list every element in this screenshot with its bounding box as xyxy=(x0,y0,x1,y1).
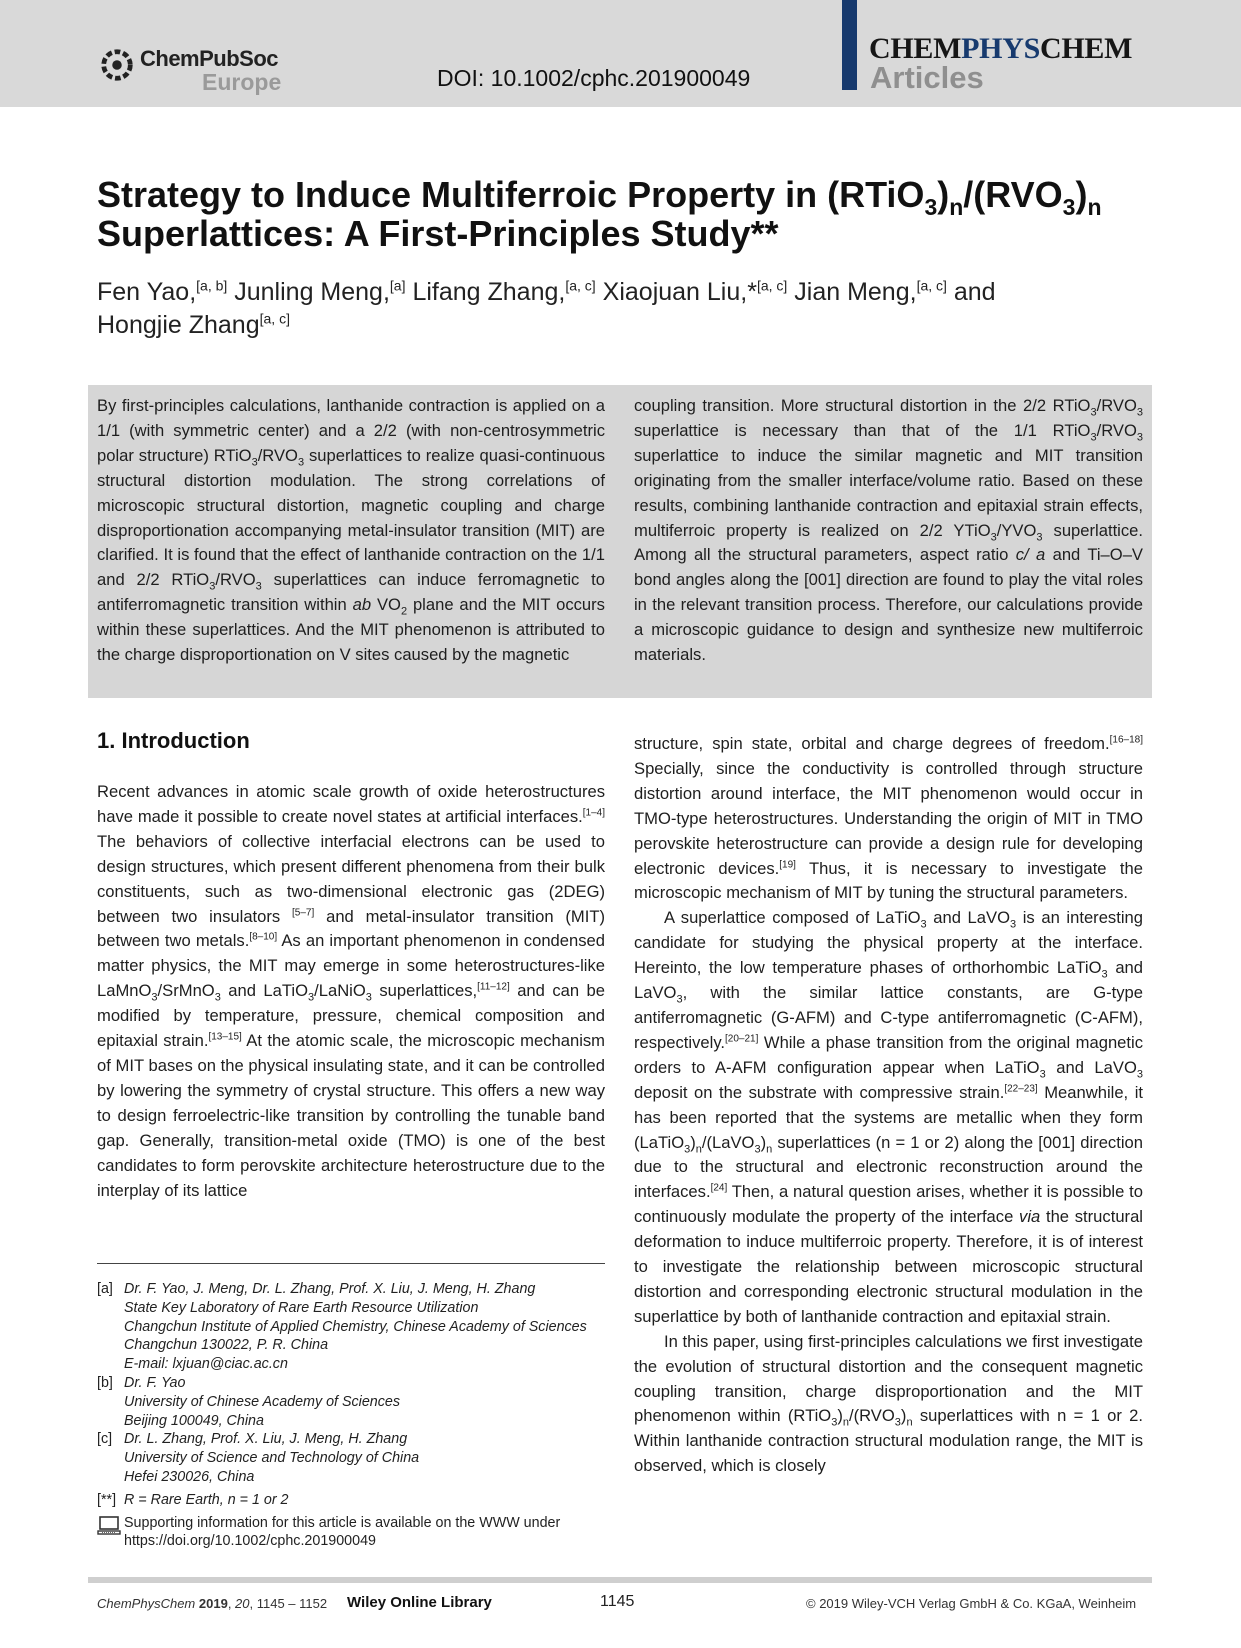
author-affiliation: [a] xyxy=(389,277,406,294)
footnote-line: Hefei 230026, China xyxy=(124,1468,255,1485)
author-affiliation: [a, c] xyxy=(565,277,596,294)
citation-ref: [13–15] xyxy=(208,1031,242,1043)
text-run: /SrMnO xyxy=(157,981,215,1001)
text-run: /RVO xyxy=(1096,396,1137,415)
text-run: While a phase transition from the original magnetic orders to A-AFM configuration appear when LaTiO xyxy=(634,1032,1143,1077)
supporting-info-note xyxy=(97,1514,617,1552)
author-name: Lifang Zhang, xyxy=(412,278,566,306)
text-run: superlattices, xyxy=(371,981,478,1001)
subscript: 3 xyxy=(1062,194,1076,221)
subscript: 3 xyxy=(1039,1068,1046,1081)
footer-rule xyxy=(88,1577,1152,1583)
text-run: A superlattice composed of LaTiO xyxy=(664,908,921,928)
text-run: superlattices can induce ferromagnetic to antiferromagnetic transition within xyxy=(97,570,605,615)
footnote-text: R = Rare Earth, n = 1 or 2 xyxy=(124,1491,289,1508)
footnote-label: [b] xyxy=(97,1374,113,1391)
text-run: Recent advances in atomic scale growth of oxide heterostructures have made it possible to create novel states at artificial interfaces. xyxy=(97,782,605,826)
text-run: /RVO xyxy=(215,570,256,590)
text-run: Strategy to Induce Multiferroic Property in (RTiO xyxy=(97,174,925,215)
author[interactable] xyxy=(97,278,227,306)
author-affiliation: [a, c] xyxy=(916,277,947,294)
citation-ref: [1–4] xyxy=(582,807,605,819)
subscript: n xyxy=(695,1142,702,1155)
author[interactable] xyxy=(794,278,947,306)
text-run: Meanwhile, it has been reported that the systems are metallic when they form (LaTiO xyxy=(634,1082,1143,1152)
author-name: Xiaojuan Liu,* xyxy=(602,278,757,306)
citation-ref: [5–7] xyxy=(292,907,315,918)
text-run: and LaTiO xyxy=(220,981,308,1001)
footnote-line: Dr. F. Yao, J. Meng, Dr. L. Zhang, Prof. X. Liu, J. Meng, H. Zhang xyxy=(124,1281,536,1297)
footnote-line: State Key Laboratory of Rare Earth Resource Utilization xyxy=(124,1299,479,1316)
text-run: and Ti–O–V bond angles along the [001] direction are found to play the vital roles in the relevant transition process. Therefore, our calculations provide a microscopic guidance to design and synthesize new multiferroic materials. xyxy=(634,545,1143,665)
text-run: structure, spin state, orbital and charge degrees of freedom. xyxy=(634,734,1110,753)
citation-ref: [24] xyxy=(710,1182,728,1194)
text-run: , with the similar lattice constants, are G-type antiferromagnetic (G-AFM) and C-type antiferromagnetic (C-AFM), respectively. xyxy=(634,983,1143,1052)
paragraph xyxy=(634,1330,1143,1479)
citation-ref: [11–12] xyxy=(477,981,510,993)
text-run: superlattices to realize quasi-continuous structural distortion modulation. The strong correlations of microscopic structural distortion, magnetic coupling and charge disproportionation accompanying metal-insulator transition (MIT) are clarified. It is found that the effect of lanthanide contraction on the 1/1 and 2/2 RTiO xyxy=(97,445,605,590)
text-run: superlattices (n = 1 or 2) along the [001] direction due to the structural and electronic reconstruction around the interfaces. xyxy=(634,1132,1143,1202)
subscript: 3 xyxy=(308,991,315,1004)
author-list xyxy=(97,276,1137,342)
footnote-line: Beijing 100049, China xyxy=(124,1412,264,1429)
text-run: /(RVO xyxy=(848,1406,895,1426)
text-run: ) xyxy=(837,1406,843,1426)
paragraph xyxy=(634,906,1143,1329)
subscript: 3 xyxy=(1090,406,1097,419)
journal-name-part2: PHYS xyxy=(961,32,1040,65)
subscript: n xyxy=(949,194,964,221)
footnote-line: Dr. L. Zhang, Prof. X. Liu, J. Meng, H. Zhang xyxy=(124,1431,408,1448)
text-run: coupling transition. More structural distortion in the 2/2 RTiO xyxy=(634,396,1091,415)
text-run: ) xyxy=(690,1132,696,1152)
subscript: n xyxy=(842,1416,849,1429)
footer-year: 2019 xyxy=(198,1596,228,1611)
footer-wiley-online-library[interactable]: Wiley Online Library xyxy=(347,1594,492,1611)
logo-line2: Europe xyxy=(202,69,282,95)
footer-journal: ChemPhysChem xyxy=(97,1596,196,1611)
text-run: and LaVO xyxy=(634,958,1144,1003)
page-number: 1145 xyxy=(600,1593,635,1610)
text-run: Thus, it is necessary to investigate the microscopic mechanism of MIT by tuning the structural parameters. xyxy=(634,858,1143,903)
subscript: 3 xyxy=(990,530,997,543)
intro-right-column xyxy=(634,732,1143,1479)
italic-text: c/ a xyxy=(1015,545,1046,565)
text-run: is an interesting candidate for studying the physical property at the interface. Hereinto, the low temperature phases of orthorhombic LaTiO xyxy=(634,908,1143,978)
text-run: /(LaVO xyxy=(701,1132,755,1152)
subscript: 3 xyxy=(209,580,216,593)
text-run: /YVO xyxy=(996,520,1037,540)
footnote-divider xyxy=(97,1263,605,1264)
subscript: 3 xyxy=(920,918,927,931)
journal-name-part1: CHEM xyxy=(869,32,962,65)
footnote-lines xyxy=(124,1430,617,1486)
section-heading-introduction: 1. Introduction xyxy=(97,728,250,753)
text-run: ) xyxy=(760,1132,767,1152)
subscript: 3 xyxy=(684,1142,691,1155)
subscript: 3 xyxy=(924,194,938,221)
subscript: 3 xyxy=(894,1416,901,1429)
title-line2: Superlattices: A First-Principles Study** xyxy=(97,213,779,254)
italic-text: ab xyxy=(352,595,372,615)
subscript: 3 xyxy=(754,1142,761,1155)
author[interactable] xyxy=(412,278,595,306)
footer-pages: , 1145 – 1152 xyxy=(249,1596,328,1611)
subscript: n xyxy=(906,1416,913,1429)
footnote-star xyxy=(97,1491,617,1510)
subscript: 3 xyxy=(1009,918,1017,931)
text-run: plane and the MIT occurs within these superlattices. And the MIT phenomenon is attributed to the charge disproportionation on V sites caused by the magnetic xyxy=(97,595,605,665)
subscript: 3 xyxy=(1136,406,1143,419)
subscript: 3 xyxy=(831,1416,838,1429)
text-run: and LaVO xyxy=(1045,1057,1137,1077)
journal-accent-bar xyxy=(842,0,857,90)
text-run: ) xyxy=(900,1406,907,1426)
footnote-affiliation-c xyxy=(97,1430,617,1486)
subscript: 3 xyxy=(1101,968,1108,981)
author-affiliation: [a, b] xyxy=(196,277,228,294)
footnote-lines xyxy=(124,1280,617,1374)
subscript: 3 xyxy=(1090,431,1097,444)
footnote-label: [**] xyxy=(97,1491,117,1508)
text-run: superlattice. Among all the structural parameters, aspect ratio xyxy=(634,520,1143,565)
citation-ref: [8–10] xyxy=(249,931,278,943)
paragraph xyxy=(97,780,605,1203)
abstract-left-column xyxy=(97,394,605,668)
footer-volume: 20 xyxy=(235,1596,250,1611)
subscript: 3 xyxy=(214,991,221,1004)
author-affiliation: [a, c] xyxy=(756,277,788,294)
text-run: /LaNiO xyxy=(314,981,366,1001)
text-run: and LaVO xyxy=(926,908,1010,928)
footnote-line: University of Science and Technology of China xyxy=(124,1450,420,1467)
intro-left-column xyxy=(97,780,605,1203)
footer-copyright: © 2019 Wiley-VCH Verlag GmbH & Co. KGaA, Weinheim xyxy=(806,1596,1137,1611)
text-run: ) xyxy=(937,174,950,215)
footnote-affiliation-a xyxy=(97,1280,617,1374)
logo-line1: ChemPubSoc xyxy=(140,46,279,71)
citation-ref: [20–21] xyxy=(725,1033,759,1045)
text-run: In this paper, using first-principles calculations we first investigate the evolution of structural distortion and the consequent magnetic coupling transition, charge disproportionation and the MIT phenomenon within (RTiO xyxy=(634,1331,1143,1426)
subscript: 3 xyxy=(1136,431,1143,444)
author[interactable] xyxy=(97,311,290,339)
author-conjunction: and xyxy=(953,278,996,306)
subscript: 3 xyxy=(1036,530,1043,543)
text-run: superlattice is necessary than that of the 1/1 RTiO xyxy=(634,420,1091,440)
text-run: Specially, since the conductivity is controlled through structure distortion around interface, the MIT phenomenon would occur in TMO-type heterostructures. Understanding the origin of MIT in TMO perovskite heterostructure can provide a design rule for developing electronic devices. xyxy=(634,758,1143,878)
text-run: and metal-insulator transition (MIT) between two metals. xyxy=(97,906,605,951)
footnote-label: [a] xyxy=(97,1281,113,1297)
footer-citation: ChemPhysChem 2019, 20, 1145 – 1152 xyxy=(97,1596,328,1611)
citation-ref: [19] xyxy=(779,859,796,870)
footnote-affiliation-b xyxy=(97,1374,617,1430)
subscript: 3 xyxy=(1136,1068,1143,1081)
abstract-right-column xyxy=(634,394,1143,668)
citation-ref: [16–18] xyxy=(1109,734,1143,746)
chempubsoc-logo-icon xyxy=(98,46,136,84)
subscript: 3 xyxy=(365,991,372,1004)
author-name: Fen Yao, xyxy=(97,278,197,306)
subscript: 3 xyxy=(255,580,262,593)
paragraph xyxy=(634,732,1143,906)
text-run: superlattice to induce the similar magnetic and MIT transition originating from the smaller interface/volume ratio. Based on these results, combining lanthanide contraction and epitaxial strain effects, multiferroic property is realized on 2/2 YTiO xyxy=(634,445,1143,540)
subscript: 3 xyxy=(676,993,683,1006)
footnote-line: E-mail: lxjuan@ciac.ac.cn xyxy=(124,1356,288,1373)
text-run: the structural deformation to induce multiferroic property. Therefore, it is of interest to investigate the relationship between microscopic structural distortion and corresponding electronic structural modulation in the superlattice by both of lanthanide contraction and epitaxial strain. xyxy=(634,1207,1143,1326)
supporting-info-text: Supporting information for this article is available on the WWW under xyxy=(124,1514,561,1531)
publisher-logo[interactable] xyxy=(98,42,288,96)
subscript: 3 xyxy=(251,456,258,469)
text-run: ) xyxy=(1075,174,1088,215)
text-run: By first-principles calculations, lanthanide contraction is applied on a 1/1 (with symmetric center) and a 2/2 (with non-centrosymmetric polar structure) RTiO xyxy=(97,396,605,465)
author-name: Junling Meng, xyxy=(234,278,390,306)
author-name: Jian Meng, xyxy=(794,278,917,306)
subscript: n xyxy=(766,1142,773,1155)
text-run: /(RVO xyxy=(963,174,1063,215)
subscript: 3 xyxy=(151,991,158,1004)
text-run: At the atomic scale, the microscopic mechanism of MIT bases on the physical insulating state, and it can be controlled by lowering the symmetry of crystal structure. This offers a new way to design ferroelectric-like transition by controlling the tunable band gap. Generally, transition-metal oxide (TMO) is one of the best candidates to form perovskite architecture heterostructure due to the interplay of its lattice xyxy=(97,1031,606,1200)
footnote-line: Changchun 130022, P. R. China xyxy=(124,1337,329,1354)
text-run: The behaviors of collective interfacial electrons can be used to design structures, which present different phenomena from their bulk constituents, such as two-dimensional electronic gas (2DEG) between two insulators xyxy=(97,831,605,926)
computer-icon xyxy=(97,1516,121,1536)
text-run: Then, a natural question arises, whether it is possible to continuously modulate the property of the interface xyxy=(634,1182,1143,1227)
subscript: 2 xyxy=(400,605,408,618)
author[interactable] xyxy=(234,278,405,306)
text-run: superlattices with n = 1 or 2. Within lanthanide contraction structural modulation range, the MIT is observed, which is closely xyxy=(634,1406,1143,1476)
subscript: 3 xyxy=(297,456,305,469)
subscript: n xyxy=(1087,194,1102,221)
author-affiliation: [a, c] xyxy=(259,310,290,327)
author[interactable] xyxy=(603,278,788,306)
footnote-label: [c] xyxy=(97,1431,113,1448)
text-run: As an important phenomenon in condensed matter physics, the MIT may emerge in some heterostructures-like LaMnO xyxy=(97,931,605,1001)
article-type: Articles xyxy=(870,60,984,95)
citation-ref: [22–23] xyxy=(1004,1083,1038,1095)
footnote-line: Dr. F. Yao xyxy=(124,1374,186,1391)
italic-text: via xyxy=(1019,1207,1041,1227)
footnotes xyxy=(97,1280,617,1551)
text-run: /RVO xyxy=(1096,420,1137,440)
article-title xyxy=(97,175,1147,253)
title-line1 xyxy=(97,174,1102,221)
author-name: Hongjie Zhang xyxy=(97,311,260,339)
text-run: VO xyxy=(371,595,401,615)
journal-name-part3: CHEM xyxy=(1039,32,1133,65)
footnote-line: University of Chinese Academy of Sciences xyxy=(124,1393,400,1410)
footnote-line: Changchun Institute of Applied Chemistry, Chinese Academy of Sciences xyxy=(124,1318,587,1335)
footnote-lines xyxy=(124,1374,617,1430)
text-run: and can be modified by temperature, pressure, chemical composition and epitaxial strain. xyxy=(97,981,605,1051)
supporting-info-link[interactable]: https://doi.org/10.1002/cphc.201900049 xyxy=(124,1533,376,1550)
text-run: deposit on the substrate with compressive strain. xyxy=(634,1082,1005,1102)
doi[interactable]: DOI: 10.1002/cphc.201900049 xyxy=(437,65,751,91)
text-run: /RVO xyxy=(257,445,298,465)
